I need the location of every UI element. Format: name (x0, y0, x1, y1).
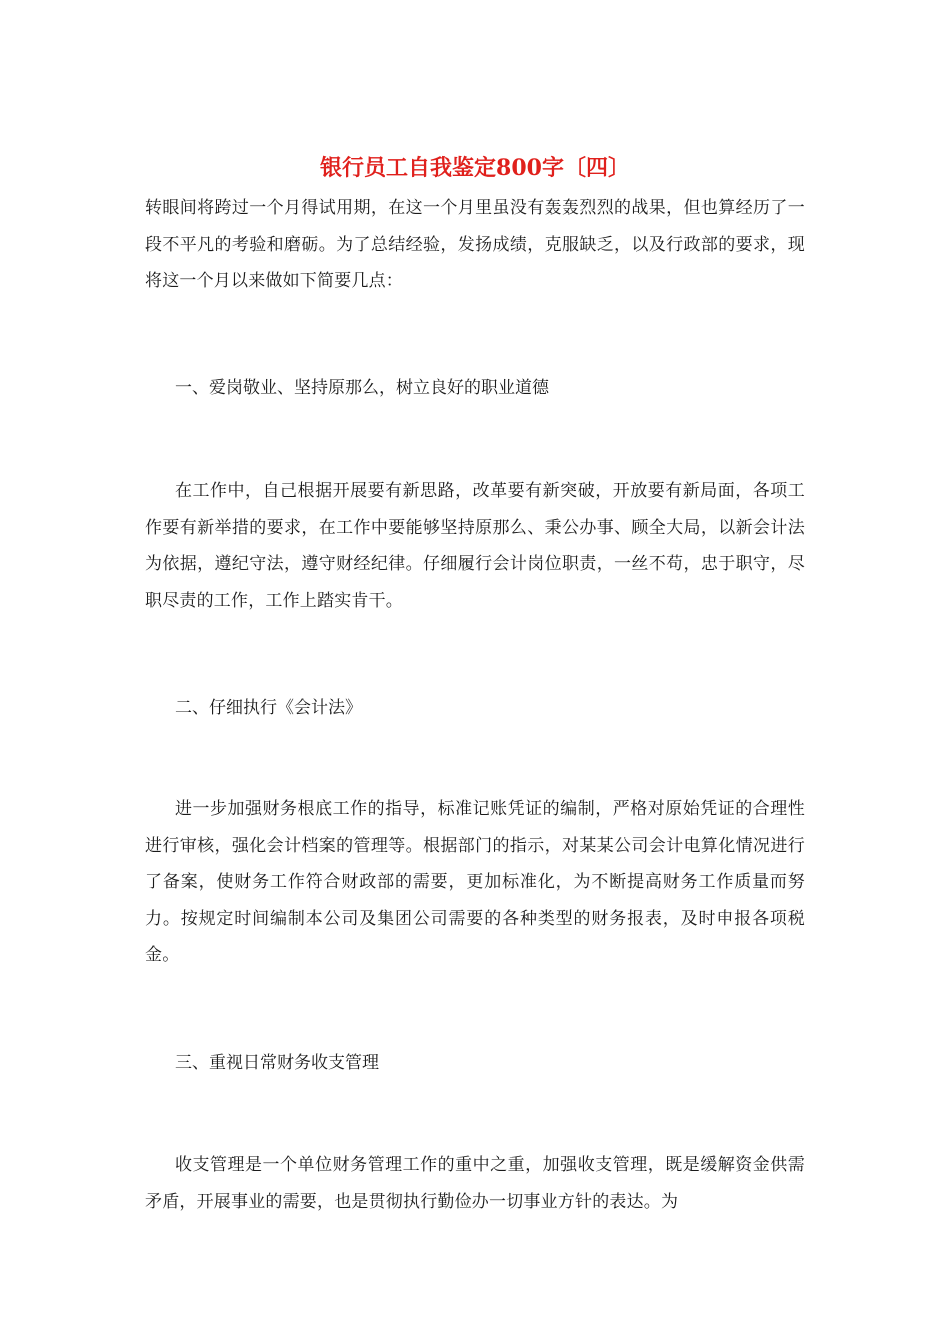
section-body-2: 进一步加强财务根底工作的指导，标准记账凭证的编制，严格对原始凭证的合理性进行审核，强化会计档案的管理等。根据部门的指示，对某某公司会计电算化情况进行了备案，使财务工作符合财政部的需要，更加标准化，为不断提高财务工作质量而努力。按规定时间编制本公司及集团公司需要的各种类型的财务报表，及时申报各项税金。 (145, 799, 805, 965)
section-heading-2: 二、仔细执行《会计法》 (175, 698, 362, 718)
section-heading-3: 三、重视日常财务收支管理 (175, 1053, 379, 1073)
section-body-1: 在工作中，自己根据开展要有新思路，改革要有新突破，开放要有新局面，各项工作要有新举措的要求，在工作中要能够坚持原那么、秉公办事、顾全大局，以新会计法为依据，遵纪守法，遵守财经纪律。仔细履行会计岗位职责，一丝不苟，忠于职守，尽职尽责的工作，工作上踏实肯干。 (145, 481, 805, 611)
document-title: 银行员工自我鉴定800字〔四〕 (320, 155, 630, 181)
intro-paragraph: 转眼间将跨过一个月得试用期，在这一个月里虽没有轰轰烈烈的战果，但也算经历了一段不平凡的考验和磨砺。为了总结经验，发扬成绩，克服缺乏，以及行政部的要求，现将这一个月以来做如下简要几点： (145, 198, 805, 291)
section-heading-1: 一、爱岗敬业、坚持原那么，树立良好的职业道德 (175, 378, 549, 398)
section-body-3: 收支管理是一个单位财务管理工作的重中之重，加强收支管理，既是缓解资金供需矛盾，开展事业的需要，也是贯彻执行勤俭办一切事业方针的表达。为 (145, 1155, 805, 1212)
